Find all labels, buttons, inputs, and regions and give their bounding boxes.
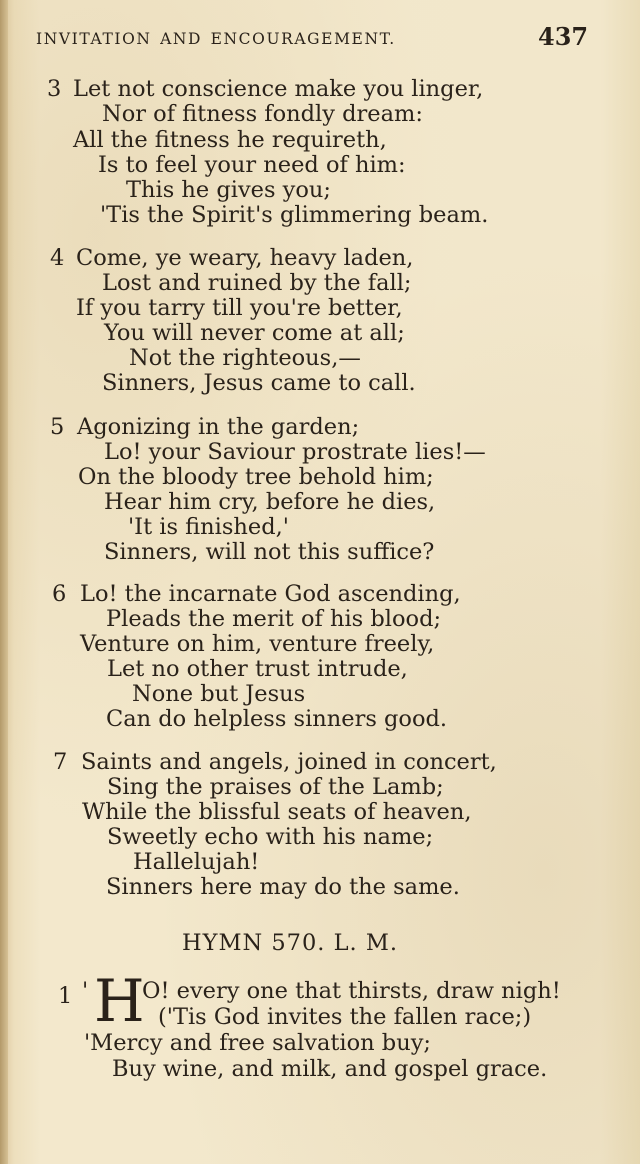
- page-gutter-shadow: [0, 0, 8, 1164]
- verse-line: 'Tis the Spirit's glimmering beam.: [100, 202, 489, 228]
- verse-line: Sing the praises of the Lamb;: [107, 774, 444, 800]
- verse-line: Hallelujah!: [133, 849, 260, 875]
- verse-line: Hear him cry, before he dies,: [104, 489, 436, 515]
- hymn-title: HYMN 570. L. M.: [182, 930, 399, 956]
- verse-line: Lost and ruined by the fall;: [102, 270, 412, 296]
- verse-line: Lo! the incarnate God ascending,: [80, 581, 461, 607]
- verse-line: Sinners, Jesus came to call.: [102, 370, 416, 396]
- verse-line: O! every one that thirsts, draw nigh!: [142, 978, 561, 1004]
- verse-number: 1: [58, 983, 73, 1009]
- opening-quote: ': [82, 978, 89, 1004]
- drop-cap: H: [94, 967, 145, 1035]
- running-header: INVITATION AND ENCOURAGEMENT.: [36, 30, 396, 48]
- verse-line: Sinners here may do the same.: [106, 874, 460, 900]
- verse-number: 7: [53, 749, 68, 775]
- verse-line: Saints and angels, joined in concert,: [81, 749, 497, 775]
- verse-line: Agonizing in the garden;: [77, 414, 360, 440]
- verse-line: On the bloody tree behold him;: [78, 464, 434, 490]
- verse-line: Sweetly echo with his name;: [107, 824, 434, 850]
- verse-line: ('Tis God invites the fallen race;): [158, 1004, 532, 1030]
- verse-line: Is to feel your need of him:: [98, 152, 406, 178]
- verse-line: All the fitness he requireth,: [73, 127, 387, 153]
- verse-line: Let no other trust intrude,: [107, 656, 408, 682]
- verse-line: If you tarry till you're better,: [76, 295, 403, 321]
- verse-number: 5: [50, 414, 65, 440]
- verse-line: You will never come at all;: [104, 320, 405, 346]
- verse-line: Not the righteous,—: [129, 345, 361, 371]
- verse-line: 'It is finished,': [128, 514, 289, 540]
- verse-line: Buy wine, and milk, and gospel grace.: [112, 1056, 548, 1082]
- page-number: 437: [538, 22, 589, 51]
- verse-line: While the blissful seats of heaven,: [82, 799, 472, 825]
- verse-line: Venture on him, venture freely,: [80, 631, 435, 657]
- verse-number: 6: [52, 581, 67, 607]
- verse-line: Sinners, will not this suffice?: [104, 539, 435, 565]
- verse-number: 3: [47, 76, 62, 102]
- verse-line: Lo! your Saviour prostrate lies!—: [104, 439, 486, 465]
- verse-line: Nor of fitness fondly dream:: [102, 101, 423, 127]
- verse-line: This he gives you;: [126, 177, 332, 203]
- verse-line: None but Jesus: [132, 681, 306, 707]
- verse-line: 'Mercy and free salvation buy;: [84, 1030, 431, 1056]
- verse-number: 4: [50, 245, 65, 271]
- verse-line: Let not conscience make you linger,: [73, 76, 484, 102]
- verse-line: Can do helpless sinners good.: [106, 706, 448, 732]
- verse-line: Pleads the merit of his blood;: [106, 606, 442, 632]
- verse-line: Come, ye weary, heavy laden,: [76, 245, 414, 271]
